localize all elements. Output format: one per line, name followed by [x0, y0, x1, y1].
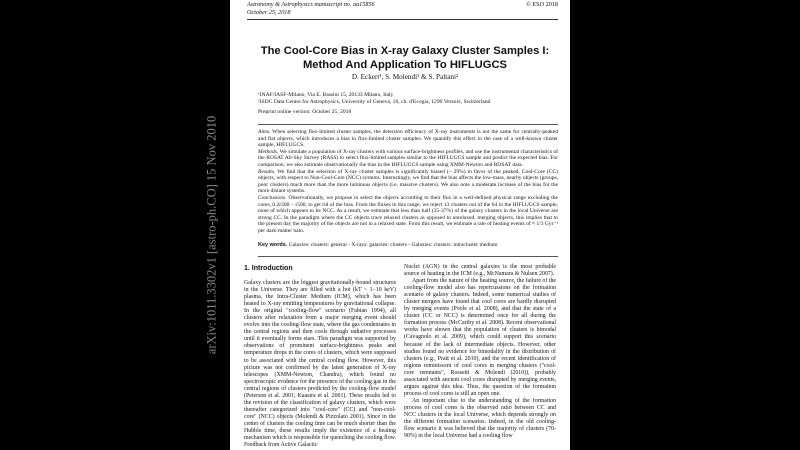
paragraph: Apart from the nature of the heating source, the failure of the cooling-flow model also has repercussions on the formation scenario of galaxy clusters. Indeed, some numerical studies of cluster mergers have found that cool cores are hardly disrupted by merging events (Poole et al. 2008), and that the state of a cluster (CC or NCC) is determined once for all during the formation process (McCarthy et al. 2008). Recent observational works have shown that the population of clusters is bimodal (Cavagnolo et al. 2009), which could support this scenario because of the lack of intermediate objects. However, other studies found no evidence for bimodality in the distribution of clusters (e.g., Pratt et al. 2010), and the recent identification of regions reminiscent of cool cores in merging clusters ("cool-core remnants", Rossetti & Molendi (2010)), probably associated with ancient cool cores disrupted by merging events, argues against this idea. Thus, the question of the formation process of cool cores is still an open one. — [404, 278, 556, 397]
copyright: © ESO 2018 — [526, 1, 558, 8]
section-heading: 1. Introduction — [244, 265, 293, 272]
abstract-top-rule — [258, 124, 558, 125]
keywords: Key words. Galaxies: clusters: general - X-rays: galaxies: clusters - Galaxies: clusters: intracluster medium — [258, 242, 498, 248]
paragraph: Galaxy clusters are the biggest gravitationally-bound structures in the Universe. They are filled with a hot (kT ~ 1−10 keV) plasma, the Intra-Cluster Medium (ICM), which has been heated to X-ray emitting temperatures by gravitational collapse. In the original "cooling-flow" scenario (Fabian 1994), all clusters after relaxation from a major merging event should evolve into the cooling-flow state, where the gas condensates in the central regions and then cools through radiative processes until it eventually forms stars. This paradigm was supported by observations of prominent surface-brightness peaks and temperature drops in the cores of clusters, which were supposed to be associated with the central cooling flow. However, this picture was not confirmed by the latest generation of X-ray telescopes (XMM-Newton, Chandra), which found no spectroscopic evidence for the presence of the cooling gas in the central regions of clusters predicted by the cooling-flow model (Peterson et al. 2001; Kaastra et al. 2001). These results led to the revision of the classification of galaxy clusters, which were thereafter categorized into "cool-core" (CC) and "non-cool-core" (NCC) objects (Molendi & Pizzolato 2001). Since in the center of clusters the cooling time can be much shorter than the Hubble time, these results imply the existence of a heating mechanism which is responsible for quenching the cooling flow. Feedback from Active Galactic — [244, 280, 396, 449]
date-line: October 25, 2018 — [247, 9, 291, 16]
running-header — [247, 1, 375, 17]
abstract-bottom-rule — [258, 256, 558, 257]
abstract-conclusions: Conclusions. Observationally, we propose to select the objects according to their flux in a well-defined physical range excluding the cores, 0.2r500 − r500, to get rid of the bias. From the fluxes in this range, we reject 13 clusters out of the 64 in the HIFLUGCS sample, none of which appears to be NCC. As a result, we estimate that less than half (35-37%) of the galaxy clusters in the local Universe are strong CC. In the paradigm where the CC objects trace relaxed clusters as opposed to unrelaxed, merging objects, this implies that to the present day the majority of the objects are not in a relaxed state. From this result, we estimate a rate of heating events of ≈ 1/3 Gyr⁻¹ per dark-matter halo. — [258, 194, 558, 234]
abstract — [258, 129, 558, 235]
abstract-methods: Methods. We simulate a population of X-ray clusters with various surface-brightness profiles, and use the instrumental characteristics of the ROSAT All-Sky Survey (RASS) to select flux-limited samples similar to the HIFLUGCS sample and predict the expected bias. For comparison, we also estimate observationally the bias in the HIFLUGCS sample using XMM-Newton and ROSAT data. — [258, 148, 558, 168]
abstract-results: Results. We find that the selection of X-ray cluster samples is significantly biased (~ 29%) in favor of the peaked, Cool-Core (CC) objects, with respect to Non-Cool-Core (NCC) systems. Interestingly, we find that the bias affects the low-mass, nearby objects (groups, poor clusters) much more than the more luminous objects (i.e. massive clusters). We also note a moderate increase of the bias for the more distant systems. — [258, 168, 559, 195]
abstract-aims: Aims. When selecting flux-limited cluster samples, the detection efficiency of X-ray instruments is not the same for centrally-peaked and flat objects, which introduces a bias in flux-limited cluster samples. We quantify this effect in the case of a well-known cluster sample, HIFLUGCS. — [258, 129, 558, 149]
paper-page — [230, 0, 570, 450]
paragraph: An important clue to the understanding of the formation process of cool cores is the observed ratio between CC and NCC clusters in the local Universe, which depends strongly on the different formation scenarios. Indeed, in the old cooling-flow scenario it was believed that the majority of clusters (70-90%) in the local Universe had a cooling flow — [404, 397, 556, 440]
paper-title: The Cool-Core Bias in X-ray Galaxy Cluster Samples I: Method And Application To HIFLUGCS — [260, 45, 550, 71]
arxiv-stamp: arXiv:1011.3302v1 [astro-ph.CO] 15 Nov 2010 — [204, 115, 219, 355]
affiliation-2: ²ISDC Data Centre for Astrophysics, University of Geneva, 16, ch. d'Ecogia, 1290 Versoix, Switzerland — [258, 99, 491, 106]
journal-line: Astronomy & Astrophysics manuscript no. aa15856 — [247, 1, 375, 8]
affiliation-1: ¹INAF/IASF-Milano, Via E. Bassini 15, 20133 Milano, Italy — [258, 92, 394, 98]
authors: D. Eckert¹, S. Molendi¹ & S. Paltani² — [351, 73, 459, 81]
affiliations — [258, 92, 558, 107]
column-right — [404, 264, 556, 440]
preprint-line: Preprint online version: October 25, 2018 — [258, 109, 352, 115]
column-left — [244, 280, 396, 449]
header-rule — [247, 19, 558, 20]
paragraph: Nuclei (AGN) in the central galaxies is the most probable source of heating in the ICM (e.g., McNamara & Nulsen 2007). — [404, 264, 556, 278]
